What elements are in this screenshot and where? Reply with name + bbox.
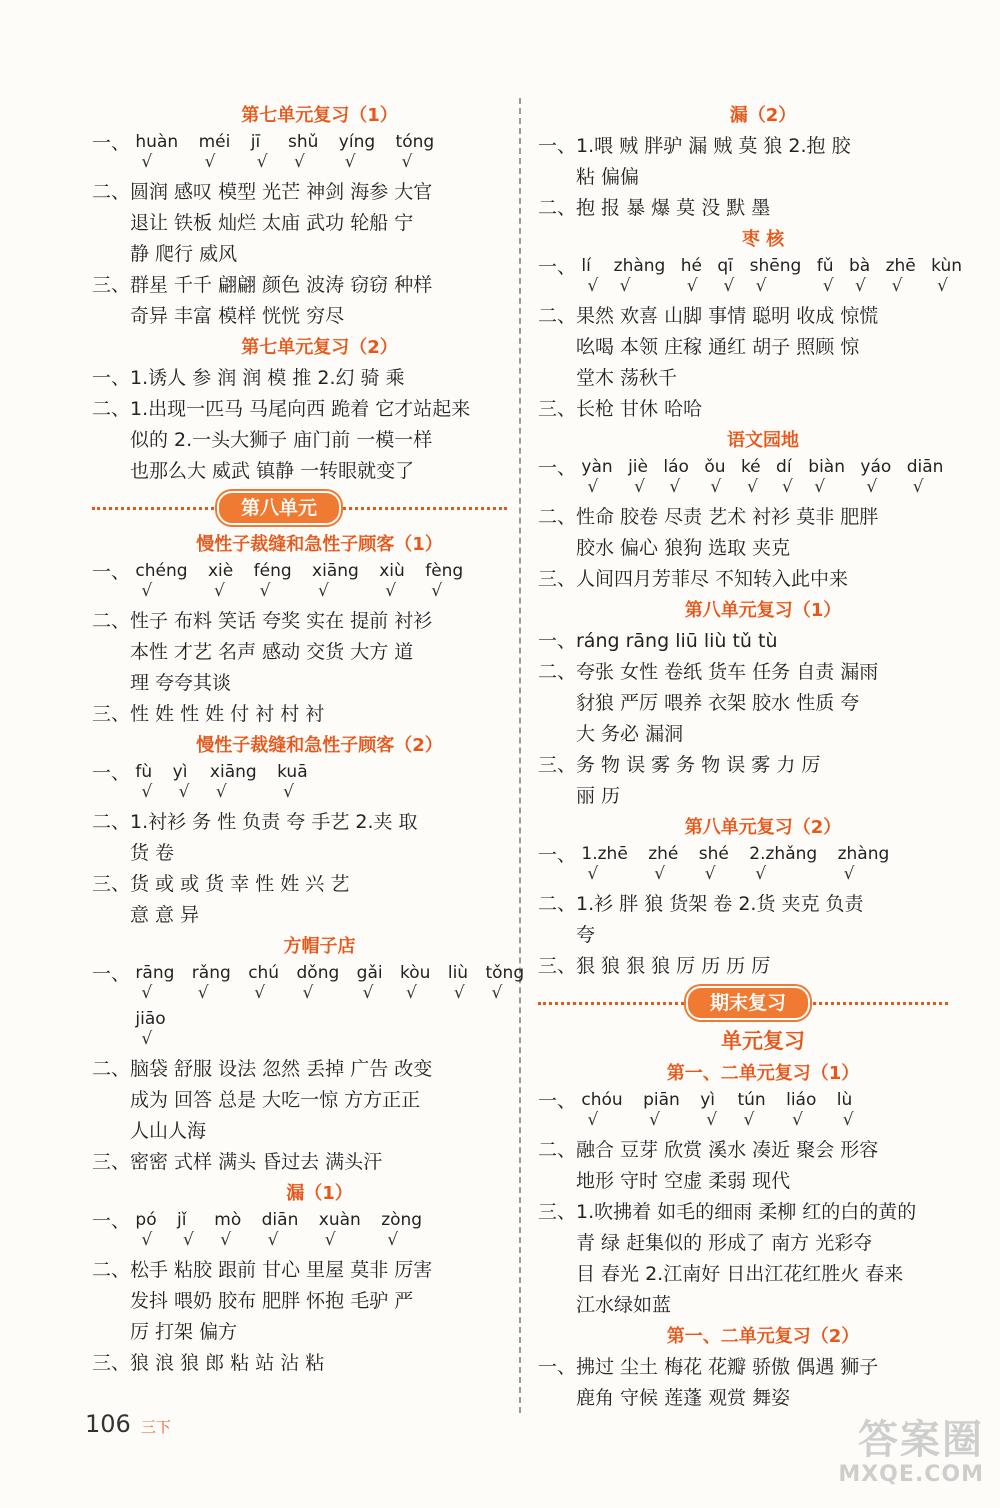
answer-line: 二、夸张 女性 卷纸 货车 任务 自责 漏雨 (538, 657, 948, 688)
answer-line: 一、1.喂 贼 胖驴 漏 贼 莫 狼 2.抱 胶 (538, 131, 948, 162)
pinyin-answer: dí √ (776, 457, 793, 497)
item-number: 三、 (538, 398, 577, 420)
pinyin-answer: xiāng √ (312, 561, 359, 601)
pinyin-answer: shǔ √ (287, 132, 319, 172)
pinyin-answer: féng √ (253, 561, 292, 601)
check-mark-icon: √ (669, 477, 681, 497)
item-number: 一、 (538, 1090, 577, 1112)
section-title: 漏（2） (729, 105, 797, 126)
check-mark-icon: √ (318, 581, 329, 601)
final-review-banner-label: 期末复习 (686, 986, 810, 1020)
check-mark-icon: √ (746, 477, 758, 497)
pinyin-row (92, 131, 507, 177)
item-number: 二、 (92, 1058, 131, 1080)
item-number: 二、 (538, 661, 577, 683)
answer-line: 青 绿 赶集似的 形成了 南方 光彩夺 (576, 1232, 873, 1254)
check-mark-icon: √ (453, 983, 465, 1003)
pinyin-row (538, 1089, 948, 1135)
watermark (838, 1418, 984, 1487)
pinyin-answer: 2.zhǎng √ (749, 844, 818, 884)
pinyin-answer: jiāo √ (135, 1009, 166, 1049)
item-number: 一、 (92, 963, 131, 985)
check-mark-icon: √ (197, 983, 209, 1003)
sub-heading: 单元复习 (721, 1029, 805, 1053)
pinyin-answer: ké √ (740, 457, 761, 497)
check-mark-icon: √ (782, 477, 793, 497)
answer-line: 二、圆润 感叹 模型 光芒 神剑 海参 大官 (92, 177, 507, 208)
check-mark-icon: √ (141, 983, 153, 1003)
check-mark-icon: √ (387, 1230, 399, 1250)
pinyin-answer: liáo √ (786, 1090, 817, 1130)
section-title: 慢性子裁缝和急性子顾客（2） (196, 735, 443, 756)
section-title: 第八单元复习（2） (684, 817, 842, 838)
pinyin-answer: yì √ (172, 762, 190, 802)
check-mark-icon: √ (141, 581, 153, 601)
check-mark-icon: √ (259, 581, 271, 601)
pinyin-answer: yàn √ (581, 457, 613, 497)
check-mark-icon: √ (842, 1110, 854, 1130)
check-mark-icon: √ (215, 782, 227, 802)
answer-line: 二、脑袋 舒服 设法 忽然 丢掉 广告 改变 (92, 1054, 507, 1085)
pinyin-answer: lí √ (581, 256, 599, 296)
unit-banner (92, 487, 507, 529)
section-title: 第七单元复习（1） (241, 105, 398, 126)
item-number: 三、 (92, 873, 131, 895)
pinyin-answer: fèng √ (425, 561, 464, 601)
item-number: 二、 (538, 305, 577, 327)
pinyin-answer: xiù √ (379, 561, 405, 601)
answer-line: 二、1.衫 胖 狼 货架 卷 2.货 夹克 负责 (538, 889, 948, 920)
pinyin-answer: diān √ (261, 1210, 299, 1250)
pinyin-answer: qī √ (717, 256, 735, 296)
pinyin-row (538, 255, 963, 301)
item-number: 一、 (92, 561, 131, 583)
check-mark-icon: √ (431, 581, 443, 601)
check-mark-icon: √ (634, 477, 645, 497)
item-number: 二、 (538, 893, 577, 915)
answer-line: 大 务必 漏洞 (576, 723, 684, 745)
check-mark-icon: √ (866, 477, 878, 497)
answer-line: 三、狠 狼 狠 狼 厉 历 历 厉 (538, 951, 948, 982)
pinyin-answer: tún √ (737, 1090, 766, 1130)
pinyin-row (92, 560, 507, 606)
pinyin-answer: yì √ (700, 1090, 718, 1130)
answer-line: 本性 才艺 名声 感动 交货 大方 道 (130, 641, 414, 663)
pinyin-answer: xiè √ (207, 561, 234, 601)
pinyin-answer: jǐ √ (177, 1210, 194, 1250)
answer-line: 二、果然 欢喜 山脚 事情 聪明 收成 惊慌 (538, 301, 948, 332)
check-mark-icon: √ (619, 276, 631, 296)
item-number: 一、 (538, 630, 577, 652)
pinyin-answer: kòu √ (400, 963, 431, 1003)
check-mark-icon: √ (743, 1110, 755, 1130)
check-mark-icon: √ (141, 782, 153, 802)
pinyin-row (92, 1209, 507, 1255)
answer-line: 三、密密 式样 满头 昏过去 满头汗 (92, 1147, 507, 1178)
check-mark-icon: √ (220, 1230, 232, 1250)
item-number: 一、 (92, 367, 131, 389)
item-number: 二、 (92, 610, 131, 632)
section-title: 第一、二单元复习（2） (666, 1326, 860, 1347)
check-mark-icon: √ (491, 983, 503, 1003)
item-number: 一、 (538, 135, 577, 157)
answer-line: 江水绿如蓝 (576, 1294, 672, 1316)
item-number: 三、 (92, 703, 131, 725)
answer-line: 成为 回答 总是 大吃一惊 方方正正 (130, 1089, 421, 1111)
pinyin-answer: tóng √ (395, 132, 435, 172)
answer-line: 二、1.出现一匹马 马尾向西 跪着 它才站起来 (92, 394, 507, 425)
pinyin-answer: zhé √ (648, 844, 679, 884)
item-number: 三、 (538, 754, 577, 776)
pinyin-answer: fù √ (135, 762, 153, 802)
pinyin-answer: kùn √ (931, 256, 963, 296)
item-number: 三、 (92, 1352, 131, 1374)
item-number: 三、 (538, 955, 577, 977)
pinyin-answer: ǒu √ (704, 457, 726, 497)
answer-line: 吆喝 本领 庄稼 通红 胡子 照顾 惊 (576, 336, 860, 358)
item-number: 三、 (538, 568, 577, 590)
column-divider (519, 98, 521, 1413)
item-number: 一、 (92, 762, 131, 784)
pinyin-answer: méi √ (198, 132, 231, 172)
answer-line: 三、狼 浪 狼 郎 粘 站 沾 粘 (92, 1348, 507, 1379)
check-mark-icon: √ (401, 152, 413, 172)
pinyin-answer: biàn √ (808, 457, 846, 497)
item-number: 二、 (538, 197, 577, 219)
check-mark-icon: √ (937, 276, 948, 296)
pinyin-answer: láo √ (663, 457, 689, 497)
pinyin-answer: 1.zhē √ (581, 844, 628, 884)
pinyin-row (92, 962, 525, 1008)
pinyin-row (92, 1008, 507, 1054)
pinyin-answer: jī √ (250, 132, 268, 172)
answer-line: 二、抱 报 暴 爆 莫 没 默 墨 (538, 193, 948, 224)
pinyin-answer: gǎi √ (356, 963, 383, 1003)
answer-line: 奇异 丰富 模样 恍恍 穷尽 (130, 305, 345, 327)
answer-line: 胶水 偏心 狼狗 选取 夹克 (576, 537, 791, 559)
check-mark-icon: √ (792, 1110, 803, 1130)
check-mark-icon: √ (178, 782, 190, 802)
answer-line: 货 卷 (130, 842, 175, 864)
pinyin-answer: lù √ (836, 1090, 854, 1130)
answer-line: 似的 2.一头大狮子 庙门前 一模一样 (130, 429, 433, 451)
answer-line: 意 意 异 (130, 904, 200, 926)
answer-line: 二、融合 豆芽 欣赏 溪水 凑近 聚会 形容 (538, 1135, 948, 1166)
pinyin-answer: yáo √ (860, 457, 892, 497)
answer-line: 理 夸夸其谈 (130, 672, 232, 694)
pinyin-answer: fǔ √ (816, 256, 834, 296)
pinyin-answer: zhàng √ (613, 256, 666, 296)
answer-line: 人山人海 (130, 1120, 207, 1142)
pinyin-answer: shé √ (698, 844, 729, 884)
pinyin-answer: rāng √ (135, 963, 175, 1003)
pinyin-answer: zhē √ (885, 256, 916, 296)
pinyin-answer: jiè √ (628, 457, 648, 497)
right-column (538, 100, 963, 1414)
answer-line: 退让 铁板 灿烂 太庙 武功 轮船 宁 (130, 212, 414, 234)
section-title: 第七单元复习（2） (241, 337, 398, 358)
section-title: 语文园地 (727, 430, 799, 451)
check-mark-icon: √ (587, 864, 599, 884)
check-mark-icon: √ (267, 1230, 279, 1250)
answer-line: 三、1.吹拂着 如毛的细雨 柔柳 红的白的黄的 (538, 1197, 948, 1228)
pinyin-answer: mò √ (214, 1210, 242, 1250)
item-number: 二、 (92, 811, 131, 833)
answer-line: 二、性命 胶卷 尽责 艺术 衬衫 莫非 肥胖 (538, 502, 948, 533)
pinyin-answer: huàn √ (135, 132, 179, 172)
item-number: 二、 (92, 398, 131, 420)
item-number: 一、 (538, 457, 577, 479)
pinyin-answer: shēng √ (749, 256, 802, 296)
answer-line: 二、1.衬衫 务 性 负责 夸 手艺 2.夹 取 (92, 807, 507, 838)
answer-line: 厉 打架 偏方 (130, 1321, 238, 1343)
check-mark-icon: √ (755, 276, 767, 296)
check-mark-icon: √ (344, 152, 356, 172)
pinyin-answer: xiāng √ (209, 762, 257, 802)
item-number: 三、 (92, 274, 131, 296)
check-mark-icon: √ (755, 864, 767, 884)
pinyin-answer: chóu √ (581, 1090, 623, 1130)
pinyin-answer: diān √ (906, 457, 944, 497)
check-mark-icon: √ (283, 782, 294, 802)
check-mark-icon: √ (710, 477, 722, 497)
pinyin-answer: pó √ (135, 1210, 157, 1250)
check-mark-icon: √ (362, 983, 374, 1003)
section-title: 第八单元复习（1） (684, 600, 842, 621)
answer-line: 粘 偏偏 (576, 166, 640, 188)
check-mark-icon: √ (654, 864, 666, 884)
section-title: 漏（1） (286, 1183, 353, 1204)
pinyin-answer: dǒng √ (296, 963, 340, 1003)
pinyin-answer: zhàng √ (837, 844, 890, 884)
item-number: 二、 (538, 1139, 577, 1161)
pinyin-row (538, 456, 948, 502)
answer-line: 二、松手 粘胶 跟前 甘心 里屋 莫非 厉害 (92, 1255, 507, 1286)
check-mark-icon: √ (254, 983, 266, 1003)
pinyin-row (92, 761, 507, 807)
check-mark-icon: √ (854, 276, 866, 296)
check-mark-icon: √ (891, 276, 903, 296)
check-mark-icon: √ (406, 983, 417, 1003)
check-mark-icon: √ (822, 276, 834, 296)
item-number: 一、 (538, 1356, 577, 1378)
final-review-banner (538, 982, 948, 1024)
item-number: 二、 (92, 181, 131, 203)
pinyin-answer: liù √ (447, 963, 469, 1003)
pinyin-answer: kuā √ (277, 762, 308, 802)
answer-line: 二、性子 布料 笑话 夸奖 实在 提前 衬衫 (92, 606, 507, 637)
page-number: 106 (85, 1410, 131, 1438)
check-mark-icon: √ (706, 1110, 718, 1130)
check-mark-icon: √ (912, 477, 924, 497)
pinyin-answer: yíng √ (338, 132, 376, 172)
pinyin-answer: zòng √ (381, 1210, 423, 1250)
check-mark-icon: √ (587, 1110, 599, 1130)
check-mark-icon: √ (814, 477, 826, 497)
check-mark-icon: √ (686, 276, 698, 296)
item-number: 一、 (92, 132, 131, 154)
answer-line: 三、长枪 甘休 哈哈 (538, 394, 948, 425)
check-mark-icon: √ (204, 152, 216, 172)
section-title: 枣 核 (741, 229, 785, 250)
item-number: 二、 (92, 1259, 131, 1281)
item-number: 一、 (538, 844, 577, 866)
check-mark-icon: √ (723, 276, 735, 296)
answer-line: 三、性 姓 性 姓 付 衬 村 衬 (92, 699, 507, 730)
check-mark-icon: √ (704, 864, 716, 884)
answer-line: 一、1.诱人 参 润 润 模 推 2.幻 骑 乘 (92, 363, 507, 394)
check-mark-icon: √ (183, 1230, 194, 1250)
pinyin-answer: piān √ (643, 1090, 680, 1130)
item-number: 三、 (92, 1151, 131, 1173)
answer-line: 丽 历 (576, 785, 621, 807)
check-mark-icon: √ (141, 1230, 153, 1250)
check-mark-icon: √ (324, 1230, 336, 1250)
check-mark-icon: √ (649, 1110, 660, 1130)
answer-line: 静 爬行 威风 (130, 243, 238, 265)
check-mark-icon: √ (302, 983, 314, 1003)
unit-banner-label: 第八单元 (217, 491, 341, 525)
watermark-url: MXQE.COM (838, 1462, 984, 1487)
watermark-logo: 答案圈 (858, 1417, 984, 1463)
pinyin-answer: rǎng √ (191, 963, 231, 1003)
check-mark-icon: √ (587, 477, 599, 497)
check-mark-icon: √ (843, 864, 855, 884)
left-column (92, 100, 525, 1379)
answer-line: 豺狼 严厉 喂养 衣架 胶水 性质 夸 (576, 692, 860, 714)
pinyin-answer: hé √ (680, 256, 702, 296)
answer-line: 鹿角 守候 莲蓬 观赏 舞姿 (576, 1387, 791, 1409)
check-mark-icon: √ (256, 152, 268, 172)
pinyin-row (538, 843, 948, 889)
pinyin-answer: xuàn √ (318, 1210, 361, 1250)
item-number: 三、 (538, 1201, 577, 1223)
item-number: 一、 (538, 256, 577, 278)
answer-line: 夸 (576, 924, 596, 946)
page-footer (85, 1410, 171, 1438)
answer-line: 地形 守时 空虚 柔弱 现代 (576, 1170, 791, 1192)
grade-label: 三下 (140, 1418, 171, 1436)
answer-line: 三、群星 千千 翩翩 颜色 波涛 窃窃 种样 (92, 270, 507, 301)
answer-line: 一、ráng rāng liū liù tǔ tù (538, 626, 948, 657)
check-mark-icon: √ (293, 152, 305, 172)
check-mark-icon: √ (587, 276, 599, 296)
item-number: 一、 (92, 1210, 131, 1232)
check-mark-icon: √ (141, 152, 153, 172)
item-number: 二、 (538, 506, 577, 528)
pinyin-answer: tǒng √ (485, 963, 525, 1003)
section-title: 方帽子店 (283, 936, 356, 957)
pinyin-answer: bà √ (848, 256, 871, 296)
pinyin-answer: chú √ (248, 963, 280, 1003)
answer-line: 发抖 喂奶 胶布 肥胖 怀抱 毛驴 严 (130, 1290, 414, 1312)
section-title: 慢性子裁缝和急性子顾客（1） (196, 534, 443, 555)
answer-line: 一、拂过 尘土 梅花 花瓣 骄傲 偶遇 狮子 (538, 1352, 948, 1383)
answer-line: 三、务 物 误 雾 务 物 误 雾 力 厉 (538, 750, 948, 781)
answer-line: 也那么大 威武 镇静 一转眼就变了 (130, 460, 415, 482)
check-mark-icon: √ (213, 581, 225, 601)
answer-line: 目 春光 2.江南好 日出江花红胜火 春来 (576, 1263, 904, 1285)
answer-line: 三、人间四月芳菲尽 不知转入此中来 (538, 564, 948, 595)
answer-line: 三、货 或 或 货 幸 性 姓 兴 艺 (92, 869, 507, 900)
section-title: 第一、二单元复习（1） (666, 1063, 860, 1084)
pinyin-answer: chéng √ (135, 561, 188, 601)
answer-line: 堂木 荡秋千 (576, 367, 678, 389)
check-mark-icon: √ (385, 581, 397, 601)
check-mark-icon: √ (141, 1029, 153, 1049)
